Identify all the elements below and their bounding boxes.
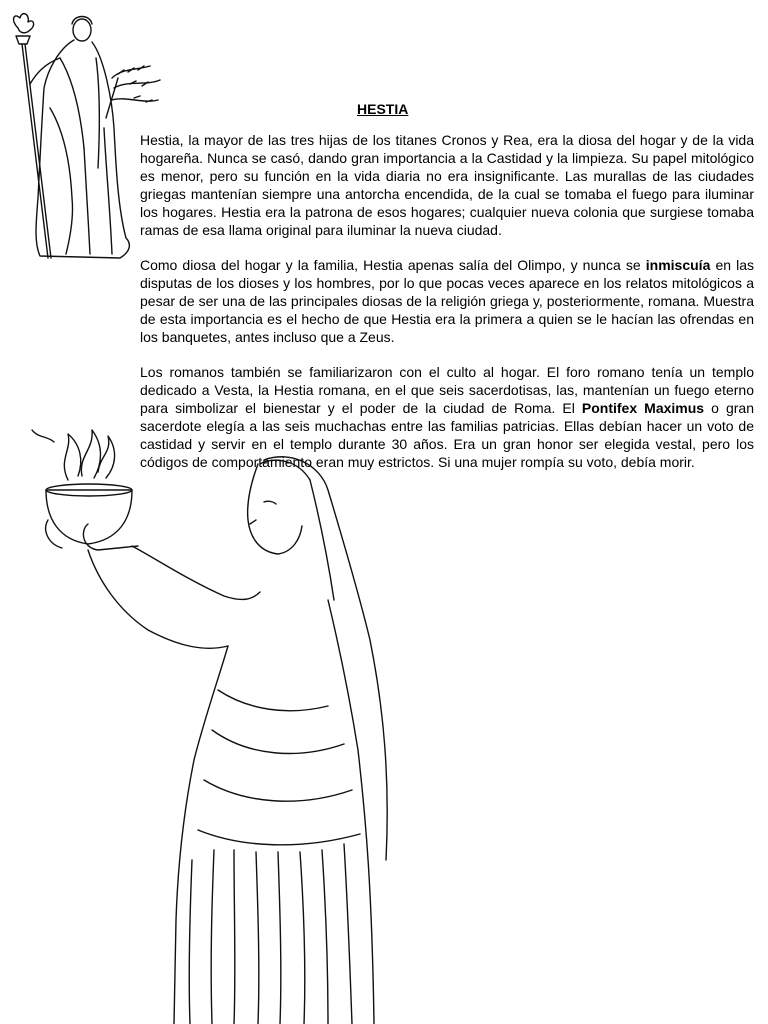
vestal-fire-bowl-illustration [28,420,408,1024]
paragraph-2-bold: inmiscuía [645,257,711,273]
paragraph-2-text-b: en las disputas de los dioses y los hombres, por lo que pocas veces aparece en los relatos mitológicos a pesar de ser una de las principales diosas de la religión griega y, posteriormente, romana. Muestra de esta importancia es el hecho de que Hestia era la primera a quien se le hacían las ofrendas en los banquetes, antes incluso que a Zeus. [140,257,755,345]
paragraph-2 [140,256,754,346]
paragraph-2-text-a: Como diosa del hogar y la familia, Hestia apenas salía del Olimpo, y nunca se [140,257,646,273]
page-title: HESTIA [357,101,409,118]
paragraph-3-text-b: o gran sacerdote elegía a las seis muchachas entre las familias patricias. Ellas debían hacer un voto de castidad y servir en el templo durante 30 años. Era un gran honor ser elegida vestal, pero los códigos de comportamiento eran muy estrictos. Si una mujer rompía su voto, debía morir. [140,400,755,470]
paragraph-3-bold: Pontifex Maximus [581,400,705,416]
paragraph-3-text-a: Los romanos también se familiarizaron con el culto al hogar. El foro romano tenía un templo dedicado a Vesta, la Hestia romana, en el que seis sacerdotisas, las, mantenían un fuego eterno para simbolizar el bienestar y el poder de la ciudad de Roma. El [140,364,754,416]
paragraph-1: Hestia, la mayor de las tres hijas de los titanes Cronos y Rea, era la diosa del hogar y de la vida hogareña. Nunca se casó, dando gran importancia a la Castidad y la limpieza. Su papel mitológico es menor, pero su función en la vida diaria no era insignificante. Las murallas de las ciudades griegas mantenían siempre una antorcha encendida, de la cual se tomaba el fuego para iluminar los hogares. Hestia era la patrona de esos hogares; cualquier nueva colonia que surgiese tomaba ramas de esa llama original para iluminar la nueva ciudad. [140,132,754,238]
